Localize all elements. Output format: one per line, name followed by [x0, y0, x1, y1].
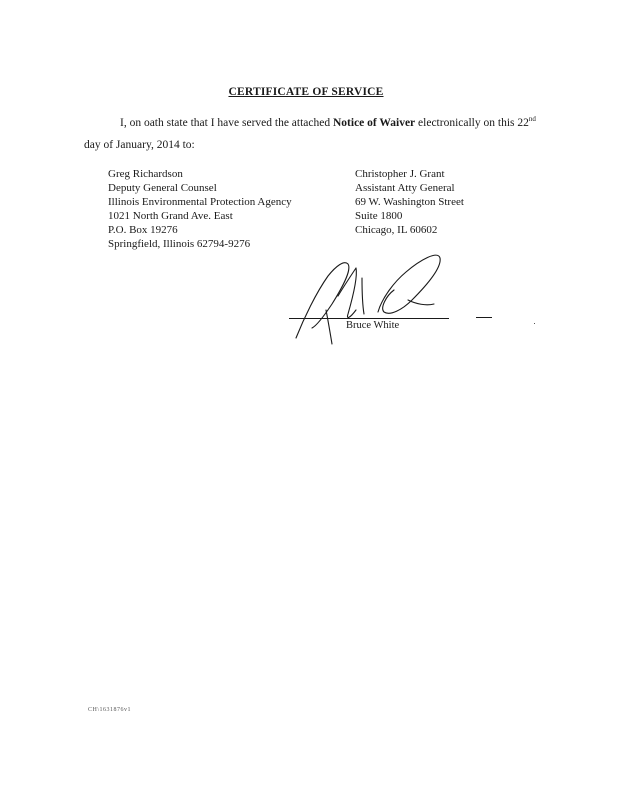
- recipient-name: Greg Richardson: [108, 168, 183, 180]
- statement-part3: day of January, 2014 to:: [84, 139, 195, 151]
- date-ordinal-suffix: nd: [528, 115, 536, 124]
- document-number: CH\1631876v1: [88, 707, 132, 713]
- recipient-address-line2: Suite 1800: [355, 210, 403, 222]
- recipient-title: Deputy General Counsel: [108, 182, 217, 194]
- handwritten-signature: [286, 248, 456, 348]
- recipient-address-line2: P.O. Box 19276: [108, 224, 178, 236]
- recipient-city-state-zip: Chicago, IL 60602: [355, 224, 438, 236]
- recipient-city-state-zip: Springfield, Illinois 62794-9276: [108, 238, 251, 250]
- service-statement: [84, 112, 544, 156]
- recipient-title: Assistant Atty General: [355, 182, 455, 194]
- recipient-address-line1: 1021 North Grand Ave. East: [108, 210, 233, 222]
- recipient-address-line1: 69 W. Washington Street: [355, 196, 464, 208]
- statement-part1: I, on oath state that I have served the attached: [120, 117, 331, 129]
- scan-speck: [534, 323, 535, 324]
- recipient-name: Christopher J. Grant: [355, 168, 445, 180]
- signature-line: [289, 318, 449, 319]
- recipient-address-block: [355, 167, 555, 237]
- signature-line-dash: [476, 317, 492, 318]
- signer-name: Bruce White: [346, 320, 400, 331]
- statement-part2: electronically on this 22: [418, 117, 529, 129]
- certificate-title: CERTIFICATE OF SERVICE: [228, 86, 384, 98]
- recipient-address-block: [108, 167, 338, 251]
- recipient-organization: Illinois Environmental Protection Agency: [108, 196, 292, 208]
- served-document-name: Notice of Waiver: [332, 117, 416, 129]
